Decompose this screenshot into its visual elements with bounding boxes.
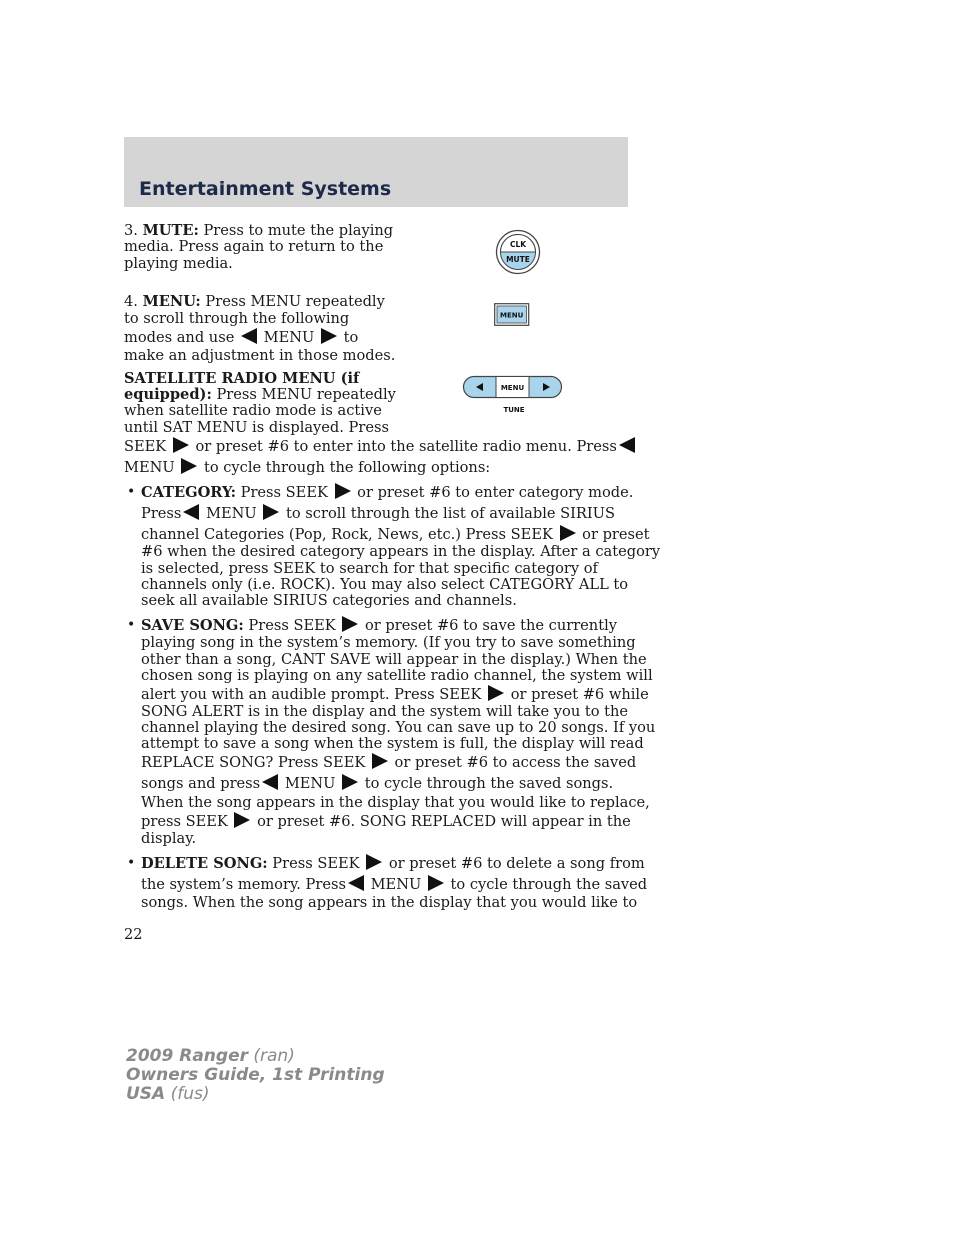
left-arrow-icon: [348, 875, 364, 891]
save-line-5: alert you with an audible prompt. Press SEEK or preset #6 while: [141, 686, 649, 703]
category-line-7: seek all available SIRIUS categories and channels.: [141, 592, 517, 609]
category-line-5: is selected, press SEEK to search for that specific category of: [141, 560, 598, 577]
right-arrow-icon: [366, 854, 382, 870]
menu-button-icon: [494, 303, 530, 327]
left-arrow-icon: [262, 774, 278, 790]
save-line-12: press SEEK or preset #6. SONG REPLACED will appear in the: [141, 813, 631, 830]
menu-button-label: MENU: [500, 311, 524, 320]
tune-label: TUNE: [503, 406, 525, 414]
document-footer: [126, 1047, 385, 1104]
menu-line-3: modes and use MENU to: [124, 329, 359, 346]
delete-line-3: songs. When the song appears in the display that you would like to: [141, 894, 638, 911]
mute-label: MUTE: [506, 255, 530, 264]
menu-line-1: 4. MENU: Press MENU repeatedly: [124, 293, 385, 310]
left-arrow-icon: [619, 437, 635, 453]
right-arrow-icon: [335, 483, 351, 499]
clk-mute-button-icon: [495, 229, 543, 275]
menu-line-2: to scroll through the following: [124, 310, 350, 327]
page-number: 22: [124, 926, 143, 943]
right-arrow-icon: [428, 875, 444, 891]
category-line-3: channel Categories (Pop, Rock, News, etc.) Press SEEK or preset: [141, 526, 650, 543]
right-arrow-icon: [560, 525, 576, 541]
sat-heading: SATELLITE RADIO MENU (if: [124, 370, 360, 387]
save-line-3: other than a song, CANT SAVE will appear in the display.) When the: [141, 651, 647, 668]
right-arrow-icon: [173, 437, 189, 453]
right-arrow-icon: [488, 685, 504, 701]
tune-center-label: MENU: [500, 384, 525, 392]
sat-line-2: equipped): Press MENU repeatedly: [124, 386, 396, 403]
save-line-6: SONG ALERT is in the display and the system will take you to the: [141, 703, 629, 720]
left-arrow-icon: [241, 328, 257, 344]
left-arrow-icon: [183, 504, 199, 520]
save-line-7: channel playing the desired song. You can save up to 20 songs. If you: [141, 719, 656, 736]
save-line-4: chosen song is playing on any satellite radio channel, the system will: [141, 667, 653, 684]
sat-line-3: when satellite radio mode is active: [124, 402, 382, 419]
right-arrow-icon: [263, 504, 279, 520]
bullet-dot: •: [127, 484, 136, 500]
category-line-1: CATEGORY: Press SEEK or preset #6 to enter category mode.: [141, 484, 634, 501]
mute-line-2: media. Press again to return to the: [124, 238, 384, 255]
right-arrow-icon: [321, 328, 337, 344]
bullet-dot: •: [127, 855, 136, 871]
right-arrow-icon: [181, 458, 197, 474]
tune-menu-control-icon: [462, 375, 564, 417]
save-line-11: When the song appears in the display that you would like to replace,: [141, 794, 650, 811]
bullet-dot: •: [127, 617, 136, 633]
save-line-10: songs and press MENU to cycle through the saved songs.: [141, 775, 614, 792]
sat-line-4: until SAT MENU is displayed. Press: [124, 419, 389, 436]
sat-line-5: SEEK or preset #6 to enter into the satellite radio menu. Press: [124, 437, 637, 455]
save-line-1: SAVE SONG: Press SEEK or preset #6 to save the currently: [141, 617, 617, 634]
save-line-8: attempt to save a song when the system is full, the display will read: [141, 735, 644, 752]
save-line-2: playing song in the system’s memory. (If you try to save something: [141, 634, 636, 651]
section-header-band: [124, 137, 628, 207]
clk-label: CLK: [509, 240, 527, 249]
mute-line-1: 3. MUTE: Press to mute the playing: [124, 222, 394, 239]
right-arrow-icon: [234, 812, 250, 828]
save-line-13: display.: [141, 830, 197, 847]
footer-guide-line: Owners Guide, 1st Printing: [126, 1065, 385, 1085]
footer-model-line: 2009 Ranger (ran): [126, 1046, 295, 1066]
mute-line-3: playing media.: [124, 255, 233, 272]
section-title: Entertainment Systems: [139, 178, 392, 200]
menu-line-4: make an adjustment in those modes.: [124, 347, 396, 364]
save-line-9: REPLACE SONG? Press SEEK or preset #6 to access the saved: [141, 754, 637, 771]
sat-line-6: MENU to cycle through the following options:: [124, 459, 491, 476]
category-line-4: #6 when the desired category appears in the display. After a category: [141, 543, 661, 560]
delete-line-2: the system’s memory. Press MENU to cycle through the saved: [141, 876, 648, 893]
category-line-2: Press MENU to scroll through the list of available SIRIUS: [141, 505, 615, 522]
category-line-6: channels only (i.e. ROCK). You may also select CATEGORY ALL to: [141, 576, 629, 593]
right-arrow-icon: [342, 616, 358, 632]
right-arrow-icon: [342, 774, 358, 790]
delete-line-1: DELETE SONG: Press SEEK or preset #6 to delete a song from: [141, 855, 645, 872]
footer-region-line: USA (fus): [126, 1084, 210, 1104]
right-arrow-icon: [372, 753, 388, 769]
